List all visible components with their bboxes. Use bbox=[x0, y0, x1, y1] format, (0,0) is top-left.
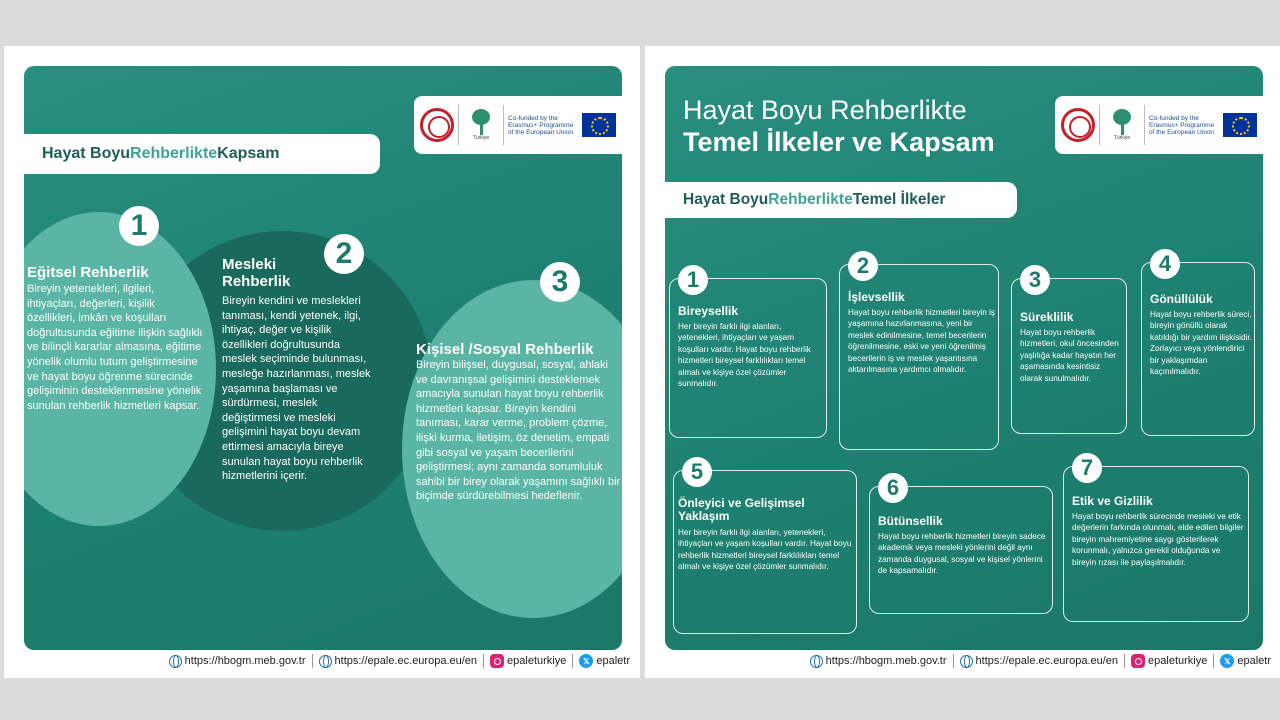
number-badge: 4 bbox=[1150, 249, 1180, 279]
footer-link-instagram[interactable] bbox=[1131, 654, 1207, 668]
principle-box bbox=[1011, 267, 1127, 434]
footer bbox=[645, 650, 1280, 672]
footer-link-meb[interactable] bbox=[810, 655, 947, 668]
number-badge: 6 bbox=[878, 473, 908, 503]
principle-text: Hayat boyu rehberlik hizmetleri, okul öncesinden yaşlılığa kadar hayatın her aşamasında kesintisiz olarak sunulmalıdır. bbox=[1020, 328, 1119, 383]
principle-box bbox=[1141, 251, 1255, 436]
footer-link-label: https://hbogm.meb.gov.tr bbox=[825, 655, 947, 667]
number-badge: 3 bbox=[540, 262, 580, 302]
instagram-icon bbox=[490, 654, 504, 668]
meb-seal-icon bbox=[420, 108, 454, 142]
footer-link-x[interactable] bbox=[1220, 654, 1271, 668]
footer-link-label: https://epale.ec.europa.eu/en bbox=[334, 655, 478, 667]
number-badge: 1 bbox=[119, 206, 159, 246]
infographic-left bbox=[4, 46, 640, 678]
principle-text: Her bireyin farklı ilgi alanları, yetenekleri, ihtiyaçları ve yaşam koşulları vardır. Hayat boyu rehberlik hizmetleri bireysel farklılıkları temel almalı ve kişiye özel çözümler sunmalıdır. bbox=[678, 322, 811, 389]
x-icon: 𝕏 bbox=[579, 654, 593, 668]
section-title-part2: Rehberlikte bbox=[768, 191, 853, 208]
footer-link-meb[interactable] bbox=[169, 655, 306, 668]
logo-box bbox=[414, 96, 622, 154]
footer-link-label: https://epale.ec.europa.eu/en bbox=[975, 655, 1119, 667]
section-title-part1: Hayat Boyu bbox=[42, 145, 131, 162]
divider bbox=[458, 105, 459, 145]
principle-box bbox=[669, 267, 827, 438]
footer-link-epale[interactable] bbox=[319, 655, 478, 668]
number-badge: 1 bbox=[678, 265, 708, 295]
tree-icon bbox=[470, 109, 492, 135]
section-title-part3: Temel İlkeler bbox=[852, 191, 946, 208]
footer bbox=[4, 650, 640, 672]
principle-box bbox=[1063, 455, 1249, 622]
principle-title: Bütünsellik bbox=[878, 514, 943, 528]
turkiye-logo bbox=[463, 109, 499, 141]
scope-card bbox=[24, 66, 622, 650]
main-title-line2: Temel İlkeler ve Kapsam bbox=[683, 127, 995, 157]
divider bbox=[1099, 105, 1100, 145]
item-title: Eğitsel Rehberlik bbox=[27, 264, 149, 281]
number-badge: 2 bbox=[324, 234, 364, 274]
principle-box bbox=[839, 253, 999, 450]
item-title: Mesleki Rehberlik bbox=[222, 256, 291, 290]
principle-text: Hayat boyu rehberlik hizmetleri bireyin iş yaşamına hazırlanmasına, yeni bir meslek edinilmesine, temel becerilerin öğrenilmesine, eski ve yeni öğrenilmiş becerilerin iş ve meslek yaşantısına aktarılmasına yardımcı olmalıdır. bbox=[848, 308, 995, 375]
footer-link-label: epaleturkiye bbox=[507, 655, 567, 667]
globe-icon bbox=[810, 655, 823, 668]
footer-link-label: https://hbogm.meb.gov.tr bbox=[184, 655, 306, 667]
turkiye-label: Türkiye bbox=[1113, 135, 1131, 141]
principle-text: Hayat boyu rehberlik sürecinde mesleki ve etik değerlerin farkında olunmalı, elde edilen bilgiler bireyin mahremiyetine saygı gösterilerek korunmalı, yalnızca gerekli olduğunda ve bireyin rızası ile paylaşılmalıdır. bbox=[1072, 512, 1244, 567]
principle-text: Hayat boyu rehberlik süreci, bireyin gönüllü olarak katıldığı bir yardım ilişkisidir. Zorlayıcı veya yönlendirici bir yaklaşımdan kaçınılmalıdır. bbox=[1150, 310, 1252, 377]
number-badge: 5 bbox=[682, 457, 712, 487]
section-title bbox=[24, 134, 380, 174]
principle-text: Hayat boyu rehberlik hizmetleri bireyin sadece akademik veya mesleki yönlerini değil aynı zamanda duygusal, sosyal ve kişisel yönlerini de kapsamalıdır. bbox=[878, 532, 1046, 576]
divider bbox=[312, 654, 313, 668]
item-text: Bireyin kendini ve meslekleri tanıması, kendi yetenek, ilgi, ihtiyaç, değer ve kişilik özellikleri doğrultusunda meslek seçiminde bulunması, mesleğe hazırlanması, meslek yaşamına başlaması ve sürdürmesi, meslek değiştirmesi ve mesleki gelişimini hayat boyu devam ettirmesi amacıyla bireye sunulan hayat boyu rehberlik hizmetlerini içerir. bbox=[222, 295, 371, 483]
footer-link-label: epaletr bbox=[1237, 655, 1271, 667]
main-title bbox=[683, 94, 995, 158]
number-badge: 2 bbox=[848, 251, 878, 281]
eu-flag-icon bbox=[582, 113, 616, 137]
principle-title: Etik ve Gizlilik bbox=[1072, 494, 1153, 508]
cofund-text: Co-funded by the Erasmus+ Programme of the European Union bbox=[508, 114, 574, 136]
principles-card bbox=[665, 66, 1263, 650]
number-badge: 7 bbox=[1072, 453, 1102, 483]
principle-title: Gönüllülük bbox=[1150, 292, 1213, 306]
footer-link-epale[interactable] bbox=[960, 655, 1119, 668]
principle-title: Önleyici ve Gelişimsel Yaklaşım bbox=[678, 496, 805, 523]
divider bbox=[572, 654, 573, 668]
cofund-text: Co-funded by the Erasmus+ Programme of the European Union bbox=[1149, 114, 1215, 136]
principle-box bbox=[869, 475, 1053, 614]
globe-icon bbox=[169, 655, 182, 668]
main-title-line1: Hayat Boyu Rehberlikte bbox=[683, 95, 967, 125]
divider bbox=[1124, 654, 1125, 668]
number-badge: 3 bbox=[1020, 265, 1050, 295]
divider bbox=[953, 654, 954, 668]
principle-title: Süreklilik bbox=[1020, 310, 1074, 324]
section-title bbox=[665, 182, 1017, 218]
instagram-icon bbox=[1131, 654, 1145, 668]
item-text: Bireyin bilişsel, duygusal, sosyal, ahlaki ve davranışsal gelişimini desteklemek amacıyla sunulan hayat boyu rehberlik hizmetleri kapsar. Bireyin kendini tanıması, karar verme, problem çözme, ilişki kurma, iletişim, öz denetim, empati gibi sosyal ve yaşam becerilerini geliştirmesi; aynı zamanda sorumluluk sahibi bir birey olarak yaşamını sağlıklı bir biçimde sürdürebilmesi hedeflenir. bbox=[416, 359, 621, 503]
x-icon: 𝕏 bbox=[1220, 654, 1234, 668]
principle-text: Her bireyin farklı ilgi alanları, yetenekleri, ihtiyaçları ve yaşam koşulları vardır. Hayat boyu rehberlik hizmetleri bireysel farklılıkları temel almalı ve kişiye özel çözümler sunmalıdır. bbox=[678, 528, 852, 572]
turkiye-label: Türkiye bbox=[472, 135, 490, 141]
footer-link-label: epaleturkiye bbox=[1148, 655, 1208, 667]
section-title-part3: Kapsam bbox=[217, 145, 280, 162]
section-title-part2: Rehberlikte bbox=[130, 145, 218, 162]
infographic-right bbox=[645, 46, 1280, 678]
divider bbox=[503, 105, 504, 145]
divider bbox=[1144, 105, 1145, 145]
logo-box bbox=[1055, 96, 1263, 154]
turkiye-logo bbox=[1104, 109, 1140, 141]
globe-icon bbox=[319, 655, 332, 668]
divider bbox=[483, 654, 484, 668]
section-title-part1: Hayat Boyu bbox=[683, 191, 769, 208]
footer-link-label: epaletr bbox=[596, 655, 630, 667]
tree-icon bbox=[1111, 109, 1133, 135]
meb-seal-icon bbox=[1061, 108, 1095, 142]
eu-flag-icon bbox=[1223, 113, 1257, 137]
item-text: Bireyin yetenekleri, ilgileri, ihtiyaçları, değerleri, kişilik özellikleri, imkân ve koşulları doğrultusunda eğitime ilişkin sağlıklı ve bilinçli kararlar almasına, eğitime yönelik olumlu tutum geliştirmesine ve hayat boyu öğrenme sürecinde gelişiminin desteklenmesine yönelik sunulan rehberlik hizmetleri kapsar. bbox=[27, 283, 203, 412]
principle-title: İşlevsellik bbox=[848, 290, 905, 304]
footer-link-instagram[interactable] bbox=[490, 654, 566, 668]
principle-box bbox=[673, 459, 857, 634]
principle-title: Bireysellik bbox=[678, 304, 739, 318]
divider bbox=[1213, 654, 1214, 668]
globe-icon bbox=[960, 655, 973, 668]
item-title: Kişisel /Sosyal Rehberlik bbox=[416, 341, 594, 358]
footer-link-x[interactable] bbox=[579, 654, 630, 668]
